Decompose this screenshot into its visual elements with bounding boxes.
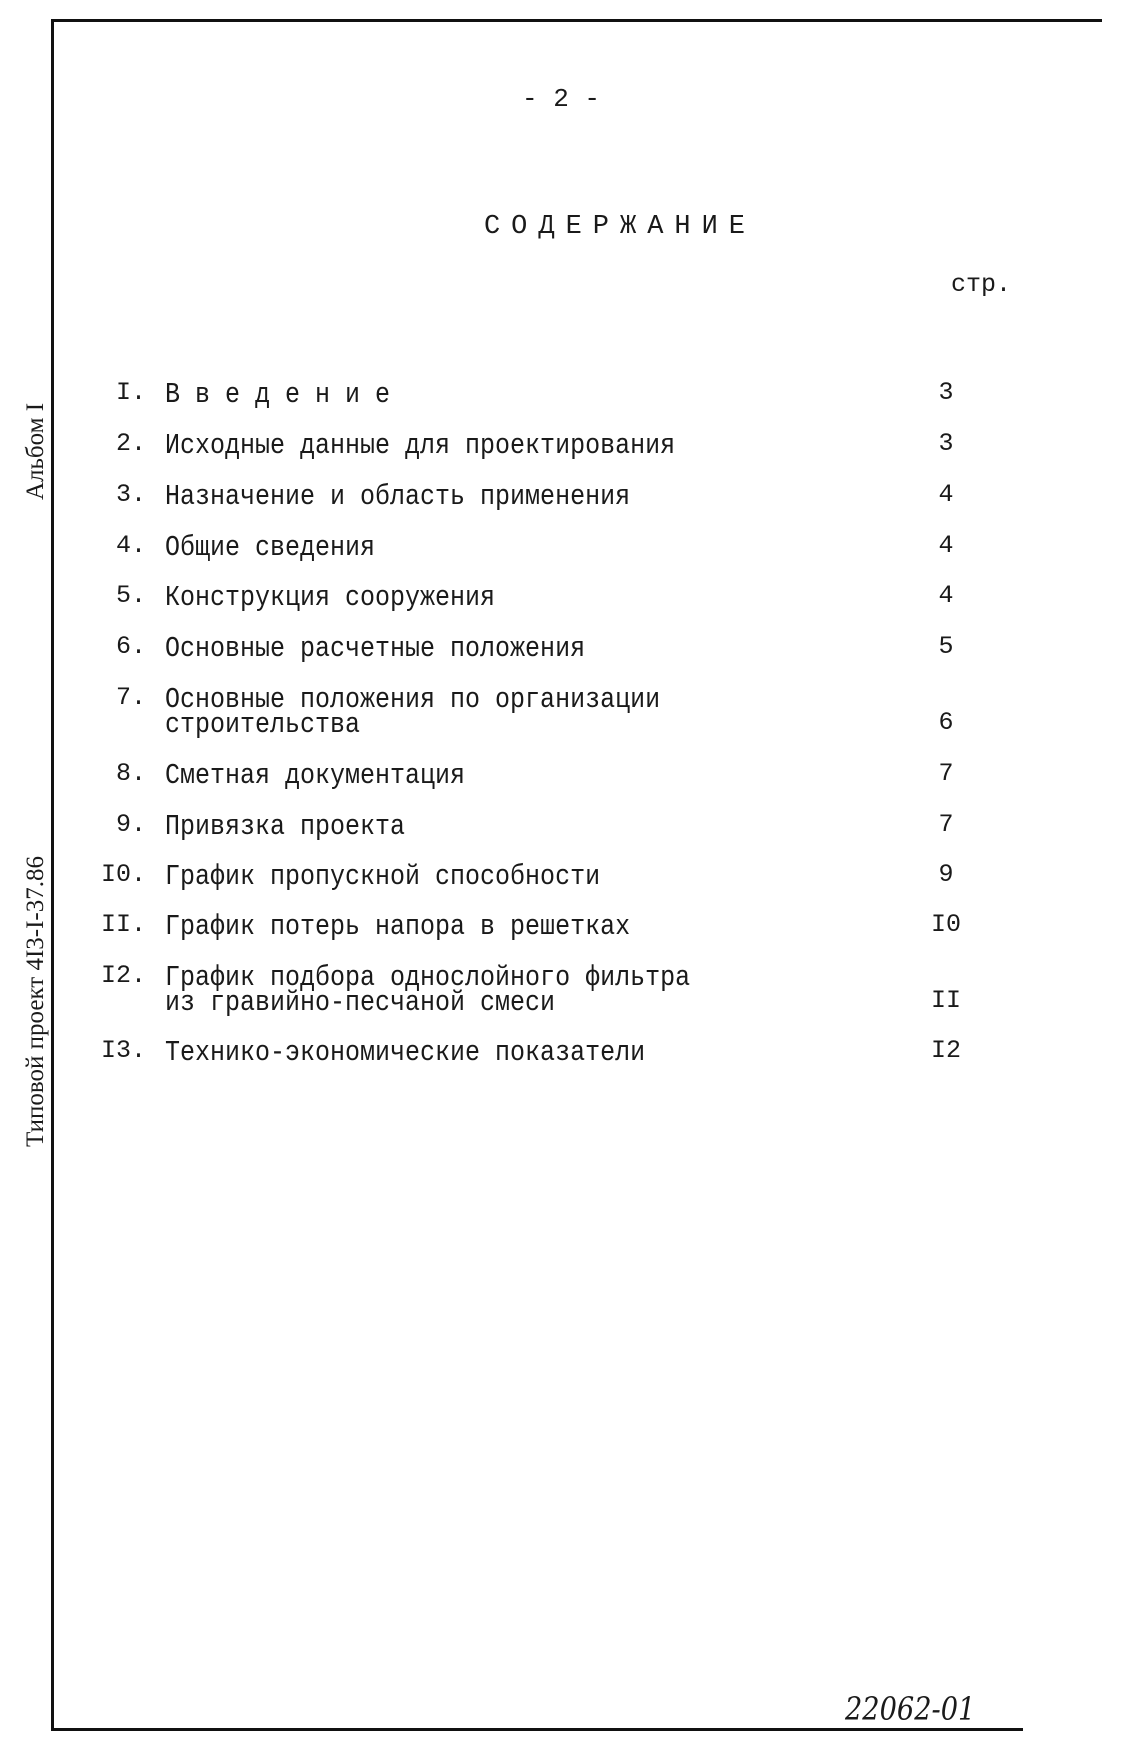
toc-entry-title: График подбора однослойного фильтра	[165, 960, 691, 995]
toc-entry-title: Назначение и область применения	[165, 479, 631, 514]
frame-top-border	[52, 19, 1102, 22]
toc-entry-page: 7	[938, 810, 954, 839]
toc-entry-title: Сметная документация	[165, 758, 466, 793]
toc-entry-title: Привязка проекта	[165, 809, 406, 844]
toc-entry-title: Общие сведения	[165, 530, 376, 565]
toc-entry-page: 4	[938, 531, 954, 560]
frame-left-border	[51, 19, 54, 1731]
toc-entry-page: 5	[938, 632, 954, 661]
toc-entry-title: Исходные данные для проектирования	[165, 428, 676, 463]
toc-entry-number: 2.	[115, 429, 146, 458]
toc-entry-number: 6.	[115, 632, 146, 661]
toc-entry-page: 3	[938, 429, 954, 458]
toc-entry-page: 9	[938, 860, 954, 889]
toc-entry-title: Конструкция сооружения	[165, 580, 496, 615]
toc-entry-page: 3	[938, 378, 954, 407]
toc-entry-number: 8.	[115, 759, 146, 788]
page-title: СОДЕРЖАНИЕ	[483, 212, 757, 242]
side-label-album: Альбом I	[22, 402, 49, 500]
toc-entry-title: строительства	[165, 707, 361, 742]
side-label-project: Типовой проект 4I3-I-37.86	[22, 856, 49, 1147]
toc-entry-title: В в е д е н и е	[165, 377, 391, 412]
toc-entry-number: 4.	[115, 531, 146, 560]
toc-entry-title: График пропускной способности	[165, 859, 601, 894]
page-number: - 2 -	[521, 84, 600, 114]
toc-entry-number: 3.	[115, 480, 146, 509]
toc-entry-title: Основные положения по организации	[165, 682, 661, 717]
toc-entry-number: 9.	[115, 810, 146, 839]
toc-entry-page: I2	[930, 1036, 961, 1065]
toc-entry-page: 6	[938, 708, 954, 737]
toc-entry-page: I0	[930, 910, 961, 939]
toc-entry-title: График потерь напора в решетках	[165, 909, 631, 944]
toc-entry-number: II.	[100, 910, 146, 939]
toc-entry-page: 4	[938, 581, 954, 610]
toc-entry-page: 4	[938, 480, 954, 509]
toc-entry-number: I2.	[100, 961, 146, 990]
toc-entry-number: I3.	[100, 1036, 146, 1065]
frame-bottom-border	[51, 1728, 1023, 1731]
toc-entry-number: 5.	[115, 581, 146, 610]
page-column-label: стр.	[951, 270, 1012, 299]
toc-entry-title: из гравийно-песчаной смеси	[165, 985, 556, 1020]
toc-entry-number: 7.	[115, 683, 146, 712]
document-code: 22062-01	[845, 1690, 976, 1728]
toc-entry-page: 7	[938, 759, 954, 788]
toc-entry-number: I.	[115, 378, 146, 407]
toc-entry-title: Технико-экономические показатели	[165, 1035, 646, 1070]
toc-entry-title: Основные расчетные положения	[165, 631, 586, 666]
toc-entry-page: II	[930, 986, 961, 1015]
toc-entry-number: I0.	[100, 860, 146, 889]
